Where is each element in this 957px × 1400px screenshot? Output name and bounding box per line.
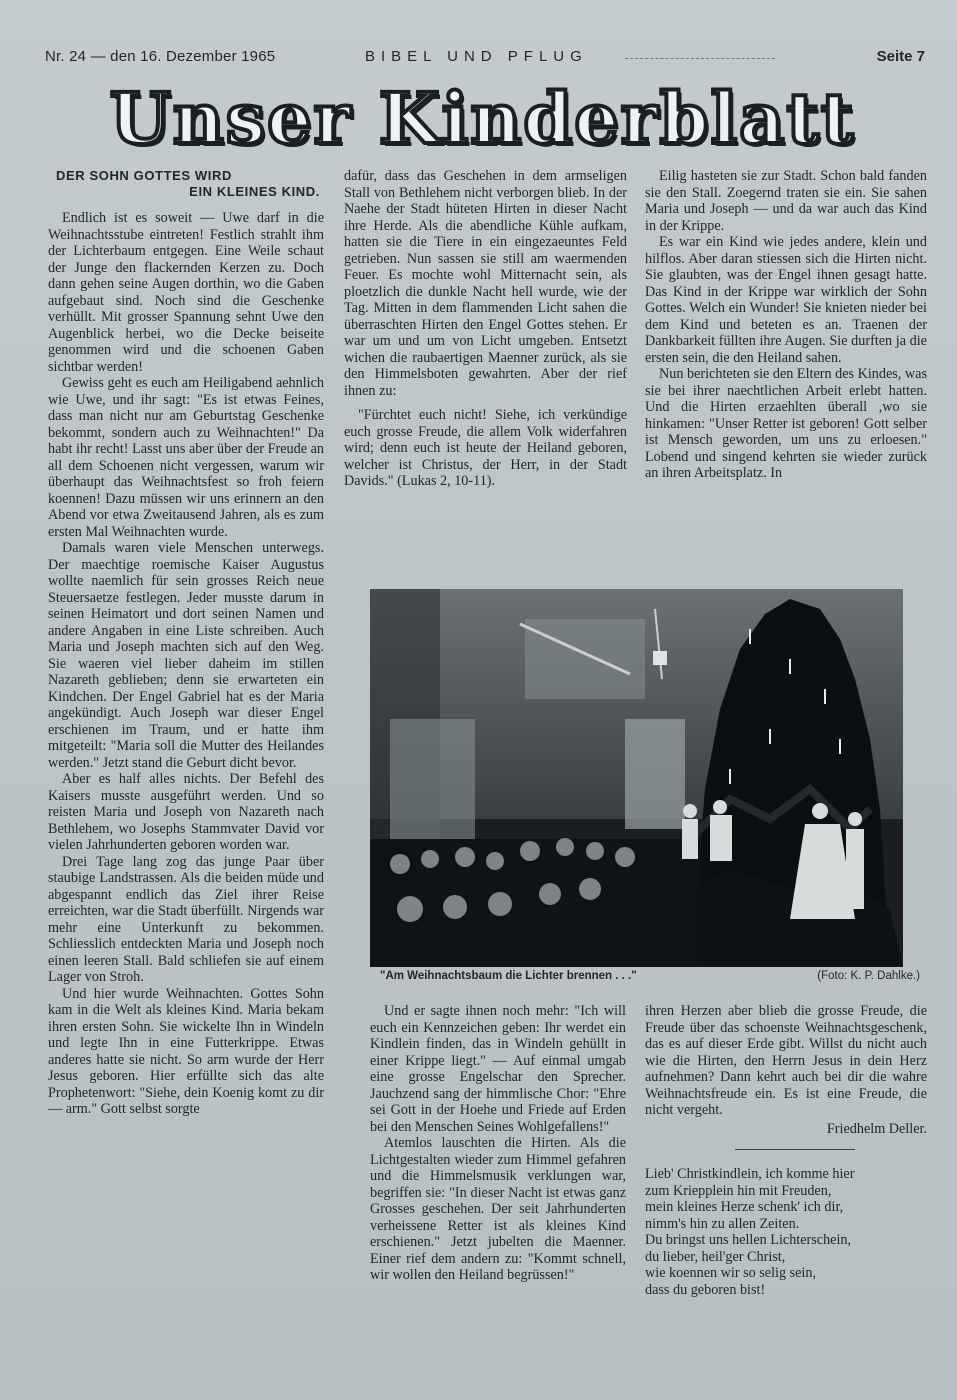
article-column-4 bbox=[370, 1003, 626, 1284]
section-divider bbox=[735, 1149, 855, 1150]
caption-text: "Am Weihnachtsbaum die Lichter brennen . . ." bbox=[380, 970, 637, 982]
poem-line: mein kleines Herze schenk' ich dir, bbox=[645, 1199, 844, 1215]
issue-date: Nr. 24 — den 16. Dezember 1965 bbox=[45, 48, 276, 65]
paragraph: Nun berichteten sie den Eltern des Kindes, was sie bei ihrer naechtlichen Arbeit erlebt hatten. Und die Hirten erzaehlten überall ,wo sie hinkamen: "Unser Retter ist geboren! Gott selber ist Mensch geworden, um uns zu erloesen." Lobend und singend kehrten sie wieder zurück an ihren Arbeitsplatz. In bbox=[645, 366, 927, 481]
paragraph: Aber es half alles nichts. Der Befehl des Kaisers musste ausgeführt werden. Und so reisten Maria und Joseph von Nazareth nach Bethlehem, wo Josephs Stammvater David vor vielen Jahrhunderten geboren worden war. bbox=[48, 771, 324, 853]
masthead-title: Unser Kinderblatt bbox=[109, 77, 856, 160]
christmas-tree-photo bbox=[370, 589, 903, 967]
paragraph: Damals waren viele Menschen unterwegs. Der maechtige roemische Kaiser Augustus wollte naemlich für sein grosses Reich neue Steuersaetze festlegen. Jeder musste darum in seinen Heimatort und dort seinen Namen und andere Angaben in eine Liste schreiben. Auch Maria und Joseph machten sich auf den Weg. Sie waeren viel lieber daheim im stillen Nazareth geblieben; denn sie erwarteten ein Kindchen. Der Engel Gabriel hat es der Maria angekündigt. Auch Joseph war dieser Engel erschienen im Traum, und er hatte ihm mitgeteilt: "Maria soll die Mutter des Heilandes werden." Jetzt stand die Geburt dicht bevor. bbox=[48, 540, 324, 771]
article-column-5 bbox=[645, 1003, 927, 1298]
publication-name: BIBEL UND PFLUG bbox=[365, 48, 588, 65]
photo-caption bbox=[380, 970, 920, 988]
author-signature: Friedhelm Deller. bbox=[826, 1120, 927, 1137]
paragraph: Endlich ist es soweit — Uwe darf in die Weihnachtsstube eintreten! Festlich strahlt ihm der Lichterbaum entgegen. Eine Weile schaut der Junge den flackernden Kerzen zu. Doch dann gehen seine Augen dorthin, wo die Gaben aufgebaut sind. Noch sind die Geschenke verhüllt. Mit grosser Spannung sehnt Uwe den Augenblick herbei, wo die Decke beiseite genommen wird und die schoenen Gaben sichtbar werden! bbox=[48, 210, 324, 375]
article-column-2 bbox=[344, 168, 627, 490]
poem-line: nimm's hin zu allen Zeiten. bbox=[645, 1215, 800, 1232]
poem-line: du lieber, heil'ger Christ, bbox=[645, 1248, 786, 1265]
header-divider bbox=[625, 58, 775, 59]
poem-line: Du bringst uns hellen Lichterschein, bbox=[645, 1232, 852, 1248]
poem-line: zum Kriepplein hin mit Freuden, bbox=[645, 1182, 832, 1199]
photo-image bbox=[370, 589, 903, 967]
paragraph: ihren Herzen aber blieb die grosse Freude, die Freude über das schoenste Weihnachtsgeschenk, das es auf dieser Erde gibt. Willst du nicht auch wie die Hirten, den Herrn Jesus in dein Herz aufnehmen? Dann kehrt auch bei dir die wahre Weihnachtsfreude ein. Es ist eine Freude, die nicht vergeht. bbox=[645, 1003, 927, 1118]
paragraph: Es war ein Kind wie jedes andere, klein und hilflos. Aber daran stiessen sich die Hirten nicht. Sie glaubten, was der Engel ihnen gesagt hatte. Das Kind in der Krippe war wirklich der Sohn Gottes. Welch ein Wunder! Sie knieten nieder bei dem Kind und beteten es an. Traenen der Dankbarkeit füllten ihre Augen. Sie durften ja die ersten sein, die den Heiland sahen. bbox=[645, 234, 927, 366]
page-header bbox=[45, 48, 925, 70]
bible-quote: "Fürchtet euch nicht! Siehe, ich verkündige euch grosse Freude, die allem Volk widerfahren wird; denn euch ist heute der Heiland geboren, welcher ist Christus, der Herr, in der Stadt Davids." (Lukas 2, 10-11). bbox=[344, 407, 627, 489]
article-headline bbox=[48, 168, 324, 200]
page-number: Seite 7 bbox=[876, 48, 925, 65]
headline-line-1: DER SOHN GOTTES WIRD bbox=[56, 168, 232, 183]
poem-line: dass du geboren bist! bbox=[645, 1281, 766, 1298]
paragraph: Eilig hasteten sie zur Stadt. Schon bald fanden sie den Stall. Zoegernd traten sie ein. Sie sahen Maria und Joseph — und da war auch das Kind in der Krippe. bbox=[645, 168, 927, 234]
christmas-poem bbox=[645, 1166, 927, 1298]
paragraph: Atemlos lauschten die Hirten. Als die Lichtgestalten wieder zum Himmel gefahren und die Himmelsmusik verklungen war, begriffen sie: "In dieser Nacht ist etwas ganz Grosses geschehen. Der seit Jahrhunderten verheissene Retter ist als kleines Kind erschienen." Jetzt jubelten die Maenner. Einer rief dem andern zu: "Kommt schnell, wir wollen den Heiland begrüssen!" bbox=[370, 1135, 626, 1283]
headline-line-2: EIN KLEINES KIND. bbox=[189, 184, 320, 199]
paragraph: Drei Tage lang zog das junge Paar über staubige Landstrassen. Als die beiden müde und abgespannt endlich das Ziel ihrer Reise erreichten, war die Stadt überfüllt. Nirgends war mehr eine Unterkunft zu bekommen. Schliesslich entdeckten Maria und Joseph noch einen leeren Stall. Bald schliefen sie auf einem Lager von Stroh. bbox=[48, 853, 324, 985]
paragraph: Gewiss geht es euch am Heiligabend aehnlich wie Uwe, und ihr sagt: "Es ist etwas Feines, dass man nicht nur am Geburtstag Geschenke bekommt, sondern auch zu Weihnachten!" Da habt ihr recht! Lasst uns aber über der Freude an all dem Schoenen nicht vergessen, warum wir überhaupt das Weihnachtsfest so froh feiern koennen! Dazu müssen wir uns erinnern an den Abend vor etwa Zweitausend Jahren, als es zum ersten Mal Weihnachten wurde. bbox=[48, 375, 324, 540]
paragraph: Und er sagte ihnen noch mehr: "Ich will euch ein Kennzeichen geben: Ihr werdet ein Kindlein finden, das in Windeln gehüllt in einer Krippe liegt." — Auf einmal umgab eine grosse Engelschar den Sprecher. Jauchzend sang der himmlische Chor: "Ehre sei Gott in der Hoehe und Friede auf Erden bei den Menschen Seines Wohlgefallens!" bbox=[370, 1003, 626, 1135]
paragraph: Und hier wurde Weihnachten. Gottes Sohn kam in die Welt als kleines Kind. Maria bekam ihren ersten Sohn. Sie wickelte Ihn in Windeln und legte Ihn in eine Futterkrippe. Etwas anderes hatte sie nicht. So arm wurde der Herr Jesus geboren. Hier erfüllte sich das alte Prophetenwort: "Siehe, dein Koenig komt zu dir — arm." Gott selbst sorgte bbox=[48, 985, 324, 1117]
poem-line: Lieb' Christkindlein, ich komme hier bbox=[645, 1166, 855, 1182]
photo-credit: (Foto: K. P. Dahlke.) bbox=[817, 970, 920, 982]
poem-line: wie koennen wir so selig sein, bbox=[645, 1265, 817, 1281]
article-column-3 bbox=[645, 168, 927, 482]
article-column-1 bbox=[48, 168, 324, 1118]
paragraph: dafür, dass das Geschehen in dem armseligen Stall von Bethlehem nicht verborgen blieb. In der Naehe der Stadt hüteten Hirten in dieser Nacht ihre Herde. Als die abendliche Kühle aufkam, hatten sie die Tiere in ein eingezaeuntes Feld getrieben. Nun sassen sie still am waermenden Feuer. Es mochte wohl Mitternacht sein, als ploetzlich die dunkle Nacht hell wurde, wie der Tag. Mitten in dem flammenden Licht sahen die überraschten Hirten den Engel Gottes stehen. Er war um und um von Licht umgeben. Entsetzt wichen die raubaertigen Maenner zurück, als sie den Himmelsboten gewahrten. Aber der rief ihnen zu: bbox=[344, 168, 627, 399]
